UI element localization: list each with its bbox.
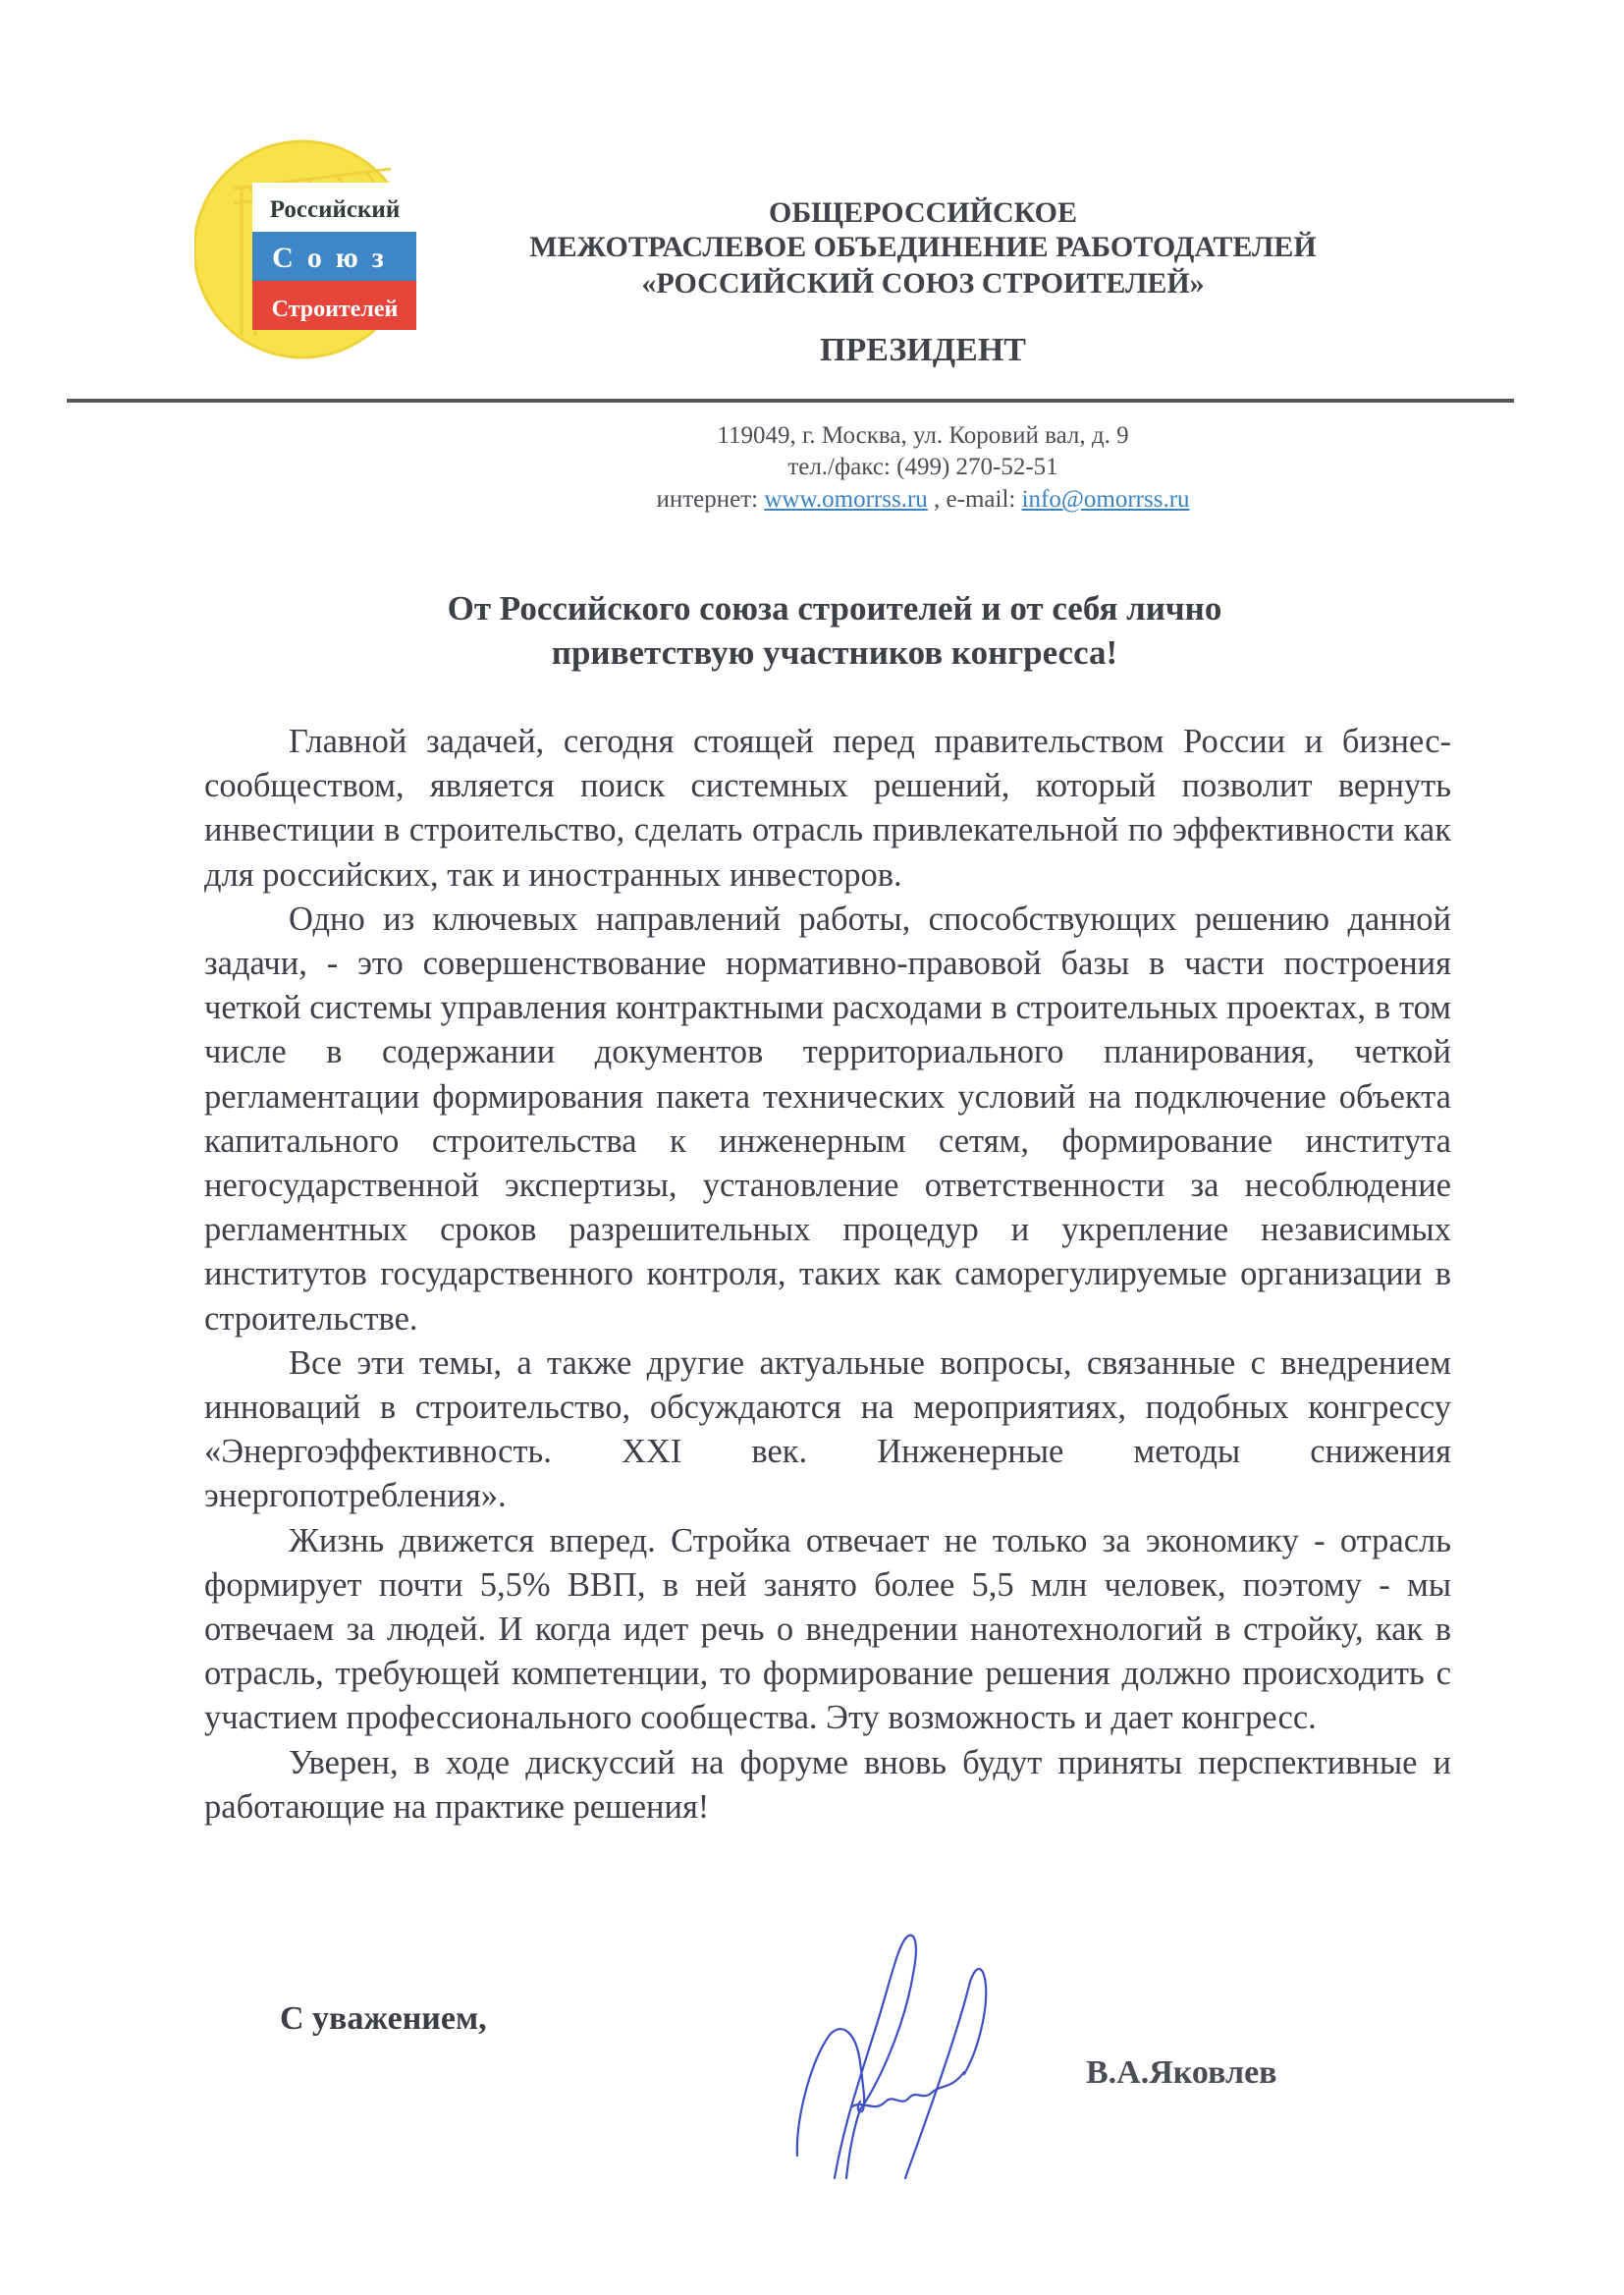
email-link[interactable]: info@omorrss.ru: [1021, 486, 1190, 513]
union-logo: [194, 130, 416, 369]
web-label: интернет:: [656, 486, 765, 513]
email-label: , e-mail:: [927, 486, 1022, 513]
address: 119049, г. Москва, ул. Коровий вал, д. 9: [717, 422, 1129, 449]
body-paragraph: Уверен, в ходе дискуссий на форуме вновь будут приняты перспективные и работающие на практике решения!: [204, 1743, 1451, 1826]
body-paragraph: Главной задачей, сегодня стоящей перед правительством России и бизнес-сообществом, является поиск системных решений, который позволит вернуть инвестиции в строительство, сделать отрасль привлекательной по эффективности как для российских, так и иностранных инвесторов.: [204, 723, 1451, 894]
signature-icon: [776, 1925, 1011, 2180]
org-name-line2: МЕЖОТРАСЛЕВОЕ ОБЪЕДИНЕНИЕ РАБОТОДАТЕЛЕЙ: [529, 231, 1317, 263]
position-title: ПРЕЗИДЕНТ: [820, 332, 1026, 368]
logo-text-line3: Строителей: [271, 297, 399, 322]
logo-emblem-icon: [194, 130, 416, 369]
header-divider: [67, 399, 1514, 403]
org-name-line3: «РОССИЙСКИЙ СОЮЗ СТРОИТЕЛЕЙ»: [641, 267, 1205, 300]
closing-regards: С уважением,: [280, 2000, 487, 2037]
greeting-line1: От Российского союза строителей и от себя лично: [447, 589, 1222, 628]
signatory-name: В.А.Яковлев: [1086, 2054, 1277, 2091]
logo-text-line1: Российский: [269, 196, 401, 223]
logo-text-line2: Союз: [272, 242, 398, 274]
web-contacts: [452, 486, 1394, 514]
body-paragraph: Все эти темы, а также другие актуальные вопросы, связанные с внедрением инноваций в строительство, обсуждаются на мероприятиях, подобных конгрессу «Энергоэффективность. XXI век. Инженерные методы снижения энергопотребления».: [204, 1343, 1451, 1515]
website-link[interactable]: www.omorrss.ru: [764, 486, 928, 513]
org-name-line1: ОБЩЕРОССИЙСКОЕ: [769, 196, 1077, 229]
handwritten-signature: [776, 1925, 1011, 2180]
body-paragraph: Одно из ключевых направлений работы, способствующих решению данной задачи, - это совершенствование нормативно-правовой базы в части построения четкой системы управления контрактными расходами в строительных проектах, в том числе в содержании документов территориального планирования, четкой регламентации формирования пакета технических условий на подключение объекта капитального строительства к инженерным сетям, формирование института негосударственной экспертизы, установление ответственности за несоблюдение регламентных сроков разрешительных процедур и укрепление независимых институтов государственного контроля, таких как саморегулируемые организации в строительстве.: [204, 900, 1451, 1338]
letter-body: [204, 720, 1451, 1830]
greeting-line2: приветствую участников конгресса!: [551, 633, 1118, 672]
body-paragraph: Жизнь движется вперед. Стройка отвечает не только за экономику - отрасль формирует почти 5,5% ВВП, в ней занято более 5,5 млн человек, поэтому - мы отвечаем за людей. И когда идет речь о внедрении нанотехнологий в стройку, как в отрасль, требующей компетенции, то формирование решения должно происходить с участием профессионального сообщества. Эту возможность и дает конгресс.: [204, 1521, 1451, 1737]
phone-fax: тел./факс: (499) 270-52-51: [787, 454, 1058, 480]
